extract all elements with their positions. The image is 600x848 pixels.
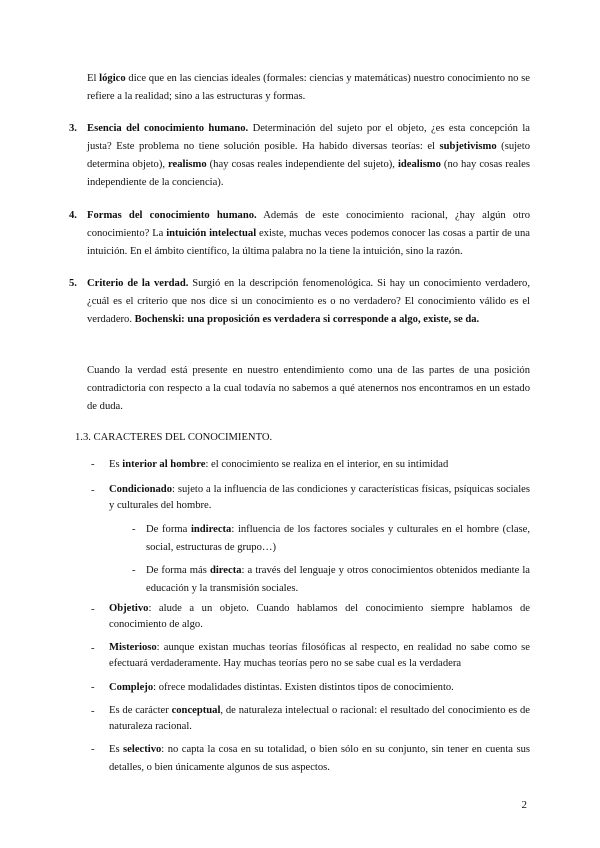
item-text: existe, muchas veces podemos conocer las cosas a partir de una intuición. En el ámbito científico, la última palabra no la tiene la intuición, sino la razón.	[87, 228, 530, 257]
bullet-dash: -	[91, 682, 95, 693]
item-number: 5.	[69, 278, 77, 289]
bullet-dash: -	[91, 604, 95, 615]
intro-paragraph	[87, 70, 530, 106]
bullet-bold: selectivo	[123, 744, 162, 755]
item-paragraph-3	[87, 120, 530, 192]
bullet-item	[109, 640, 530, 672]
bullet-text: Es	[109, 744, 124, 755]
bullet-text: : el conocimiento se realiza en el interior, en su intimidad	[205, 459, 449, 470]
bullet-bold: conceptual	[171, 705, 221, 716]
bullet-text: : a través del lenguaje y otros conocimientos obtenidos mediante la educación y la transmisión sociales.	[146, 565, 530, 594]
bullet-item	[109, 456, 530, 474]
item-text: (sujeto determina objeto),	[87, 141, 531, 170]
intro-text: El	[87, 73, 100, 84]
bullet-text: De forma	[146, 524, 191, 535]
bullet-dash: -	[91, 744, 95, 755]
bullet-bold: indirecta	[190, 524, 232, 535]
item-title: Criterio de la verdad.	[87, 278, 189, 289]
bullet-dash: -	[91, 459, 95, 470]
bullet-bold: interior al hombre	[122, 459, 206, 470]
truth-paragraph: Cuando la verdad está presente en nuestro entendimiento como una de las partes de una posición contradictoria con respecto a la cual todavía no sabemos a qué atenernos nos encontramos en un estado de duda.	[87, 365, 530, 412]
bullet-dash: -	[91, 485, 95, 496]
sub-bullet-item	[146, 562, 530, 598]
item-text: (no hay cosas reales independiente de la conciencia).	[87, 159, 530, 188]
bullet-text: : sujeto a la influencia de las condiciones y características físicas, psíquicas sociales y culturales del hombre.	[109, 484, 530, 511]
item-title: Esencia del conocimiento humano.	[87, 123, 249, 134]
bullet-item	[109, 703, 530, 735]
bullet-dash: -	[132, 524, 136, 535]
item-text: Determinación del sujeto por el objeto, ¿es esta concepción la justa? Este problema no tiene solución posible. Ha habido diversas teorías: el	[87, 123, 531, 152]
bullet-bold: directa	[209, 565, 242, 576]
bullet-item	[109, 601, 530, 633]
bullet-text: De forma más	[146, 565, 210, 576]
bullet-bold: Objetivo	[109, 603, 149, 614]
intro-bold: lógico	[99, 73, 126, 84]
bullet-item	[109, 679, 530, 697]
item-bold: realismo	[168, 159, 207, 170]
bullet-bold: Condicionado	[109, 484, 172, 495]
bullet-item	[109, 741, 530, 777]
bullet-text: , de naturaleza intelectual o racional: el resultado del conocimiento es de naturaleza racional.	[109, 705, 530, 732]
bullet-text: Es de carácter	[109, 705, 172, 716]
item-number: 4.	[69, 210, 77, 221]
intro-text-end: dice que en las ciencias ideales (formales: ciencias y matemáticas) nuestro conocimiento no se refiere a la realidad; sino a las estructuras y formas.	[87, 73, 530, 102]
item-text: Surgió en la descripción fenomenológica. Si hay un conocimiento verdadero, ¿cuál es el criterio que nos dice si un conocimiento es o no verdadero? El conocimiento válido es el verdadero.	[87, 278, 530, 325]
item-bold: idealismo	[397, 159, 441, 170]
bullet-text: : aunque existan muchas teorías filosóficas al respecto, en realidad no sabe como se efectuará verdaderamente. Hay muchas teorías pero no se sabe cual es la verdadera	[109, 642, 530, 669]
item-paragraph-4	[87, 207, 530, 261]
bullet-dash: -	[91, 706, 95, 717]
bullet-text: : ofrece modalidades distintas. Existen distintos tipos de conocimiento.	[153, 682, 454, 693]
bullet-text: : no capta la cosa en su totalidad, o bien sólo en su conjunto, sin tener en cuenta sus detalles, o bien únicamente algunos de sus aspectos.	[109, 744, 530, 773]
item-title: Formas del conocimiento humano.	[87, 210, 257, 221]
bullet-text: : alude a un objeto. Cuando hablamos del conocimiento siempre hablamos de conocimiento de algo.	[109, 603, 530, 630]
bullet-text: Es	[109, 459, 123, 470]
item-paragraph-5	[87, 275, 530, 329]
item-text: (hay cosas reales independiente del sujeto),	[206, 159, 398, 170]
item-bold: Bochenski: una proposición es verdadera si corresponde a algo, existe, se da.	[134, 314, 480, 325]
bullet-text: : influencia de los factores sociales y culturales en el hombre (clase, social, estructuras de grupo…)	[146, 524, 530, 553]
bullet-dash: -	[132, 565, 136, 576]
item-bold: intuición intelectual	[166, 228, 257, 239]
item-text: Además de este conocimiento racional, ¿hay algún otro conocimiento? La	[87, 210, 530, 239]
sub-bullet-item	[146, 521, 530, 557]
section-heading: 1.3. CARACTERES DEL CONOCIMIENTO.	[75, 432, 273, 443]
item-number: 3.	[69, 123, 77, 134]
bullet-bold: Complejo	[109, 682, 154, 693]
page-number: 2	[521, 799, 527, 811]
bullet-item	[109, 482, 530, 514]
bullet-dash: -	[91, 643, 95, 654]
item-bold: subjetivismo	[439, 141, 497, 152]
bullet-bold: Misterioso	[109, 642, 157, 653]
